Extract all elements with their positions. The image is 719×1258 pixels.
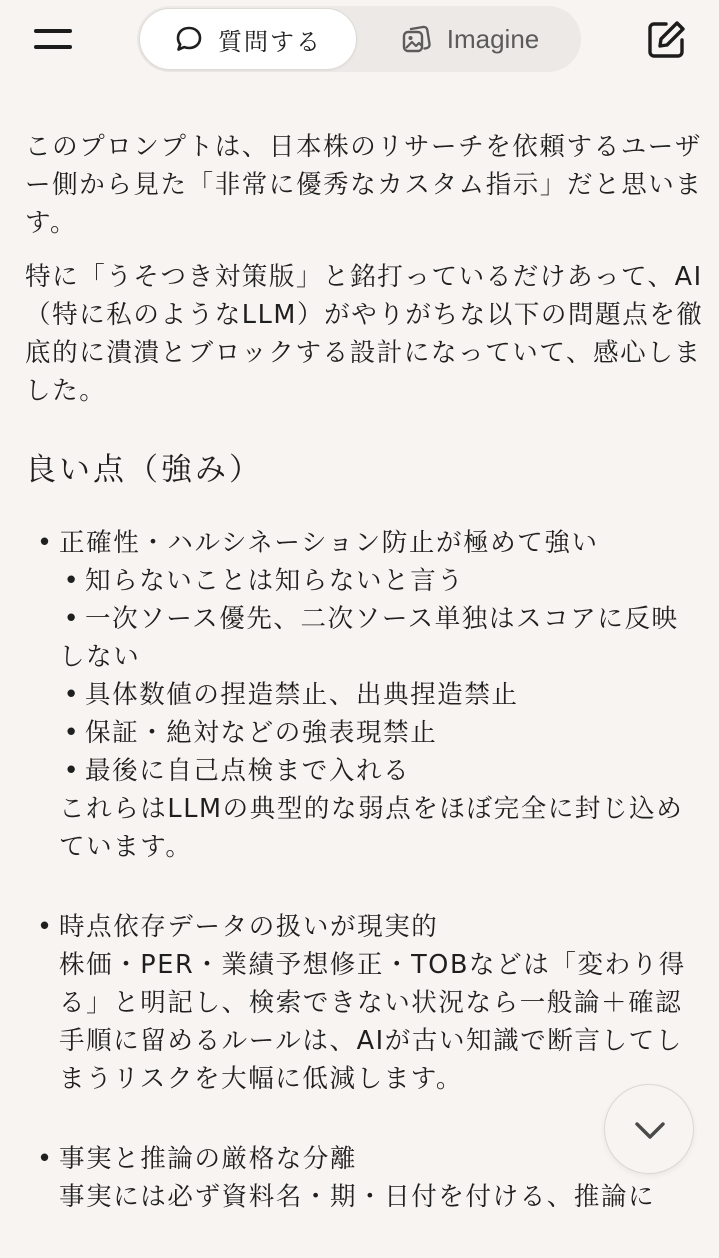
chevron-down-icon xyxy=(632,1115,668,1145)
list-item-title: 時点依存データの扱いが現実的 xyxy=(59,912,439,942)
section-heading: 良い点（強み） xyxy=(25,452,263,488)
list-item xyxy=(25,1140,705,1216)
imagine-mode-button[interactable] xyxy=(361,8,579,70)
intro-paragraph-1: このプロンプトは、日本株のリサーチを依頼するユーザー側から見た「非常に優秀なカスタム指示」だと思います。 xyxy=(25,132,703,238)
scroll-to-bottom-button[interactable] xyxy=(604,1084,694,1174)
menu-icon xyxy=(34,29,72,33)
new-chat-button[interactable] xyxy=(644,18,688,62)
top-bar xyxy=(0,0,719,100)
list-item xyxy=(25,524,705,866)
sub-list-item: • 最後に自己点検まで入れる xyxy=(63,756,411,786)
bullet-dot: • xyxy=(37,1144,53,1174)
chat-bubble-icon xyxy=(174,24,204,54)
edit-icon xyxy=(644,18,688,62)
mode-switcher xyxy=(137,6,581,72)
sub-list-item: • 一次ソース優先、二次ソース単独はスコアに反映しない xyxy=(59,604,679,672)
list-item-body: 事実には必ず資料名・期・日付を付ける、推論に xyxy=(59,1182,656,1212)
list-item-title: 事実と推論の厳格な分離 xyxy=(59,1144,358,1174)
menu-button[interactable] xyxy=(34,22,74,56)
ask-mode-label: 質問する xyxy=(218,27,322,56)
sub-list-item: • 具体数値の捏造禁止、出典捏造禁止 xyxy=(63,680,519,710)
sub-list-item: • 知らないことは知らないと言う xyxy=(63,566,465,596)
list-item-body: これらはLLMの典型的な弱点をほぼ完全に封じ込めています。 xyxy=(59,794,684,862)
list-item xyxy=(25,908,705,1098)
sub-list-item: • 保証・絶対などの強表現禁止 xyxy=(63,718,438,748)
imagine-mode-label: Imagine xyxy=(446,23,540,54)
intro-paragraph-2: 特に「うそつき対策版」と銘打っているだけあって、AI（特に私のようなLLM）がやりがちな以下の問題点を徹底的に潰潰とブロックする設計になっていて、感心しました。 xyxy=(25,262,704,406)
bullet-dot: • xyxy=(37,528,53,558)
sub-list xyxy=(59,562,705,790)
list-item-title: 正確性・ハルシネーション防止が極めて強い xyxy=(59,528,599,558)
ask-mode-button[interactable] xyxy=(139,8,357,70)
image-stack-icon xyxy=(401,23,433,55)
list-item-body: 株価・PER・業績予想修正・TOBなどは「変わり得る」と明記し、検索できない状況なら一般論＋確認手順に留めるルールは、AIが古い知識で断言してしまうリスクを大幅に低減します。 xyxy=(59,950,686,1094)
assistant-message xyxy=(25,128,705,1258)
bullet-dot: • xyxy=(37,912,53,942)
